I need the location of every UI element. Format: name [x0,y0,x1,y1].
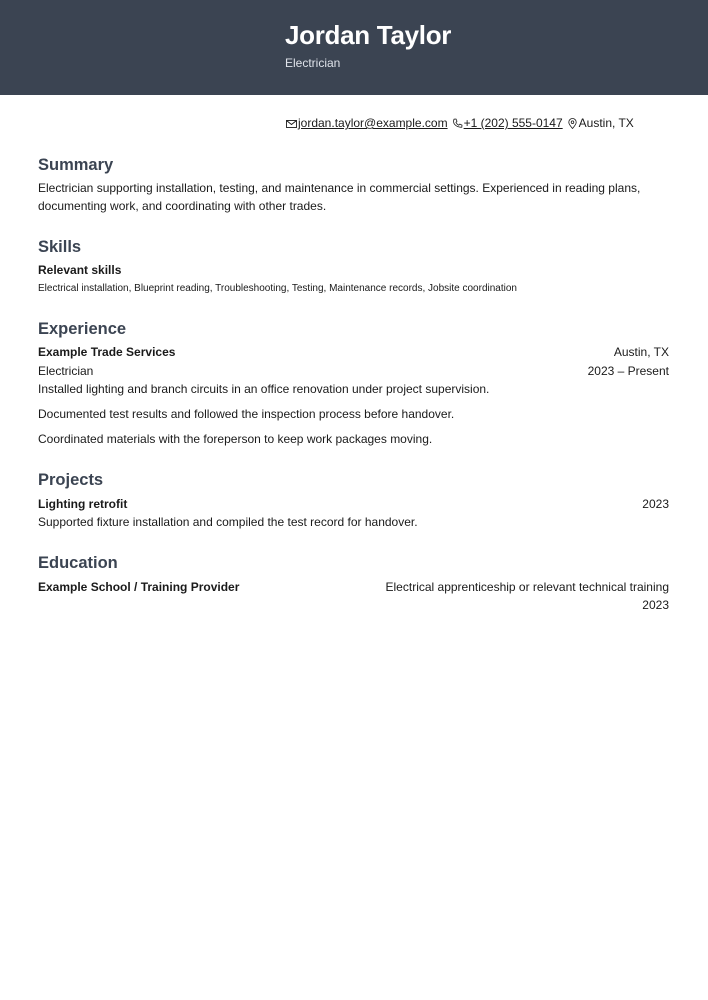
experience-bullet: Documented test results and followed the inspection process before handover. [38,407,455,421]
project-year: 2023 [642,497,669,511]
experience-company: Example Trade Services [38,345,176,359]
experience-heading: Experience [38,320,127,338]
education-program: Electrical apprenticeship or relevant technical training [385,580,669,594]
experience-dates: 2023 – Present [587,364,669,378]
summary-heading: Summary [38,156,114,174]
experience-bullet: Installed lighting and branch circuits in an office renovation under project supervision. [38,382,490,396]
education-heading: Education [38,554,118,572]
skills-heading: Skills [38,238,82,256]
phone-link[interactable]: +1 (202) 555-0147 [463,116,563,130]
project-description: Supported fixture installation and compiled the test record for handover. [38,515,418,529]
education-school: Example School / Training Provider [38,580,240,594]
phone-icon [452,118,463,129]
mail-icon [286,118,297,129]
education-year: 2023 [642,598,669,612]
resume-header [0,0,708,95]
contact-bar [286,116,634,130]
location-icon [567,118,578,129]
experience-role: Electrician [38,364,94,378]
projects-heading: Projects [38,471,104,489]
experience-bullet: Coordinated materials with the foreperson to keep work packages moving. [38,432,433,446]
person-name: Jordan Taylor [285,20,452,50]
skills-list: Electrical installation, Blueprint reading, Troubleshooting, Testing, Maintenance records, Jobsite coordination [38,283,517,294]
experience-location: Austin, TX [613,345,669,359]
project-name: Lighting retrofit [38,497,128,511]
location-text: Austin, TX [578,116,634,130]
email-link[interactable]: jordan.taylor@example.com [298,116,448,130]
summary-text: Electrician supporting installation, testing, and maintenance in commercial settings. Experienced in reading plans, documenting work, and coordinating with other trades. [38,181,641,213]
skills-subheading: Relevant skills [38,263,122,277]
job-title: Electrician [285,56,341,70]
